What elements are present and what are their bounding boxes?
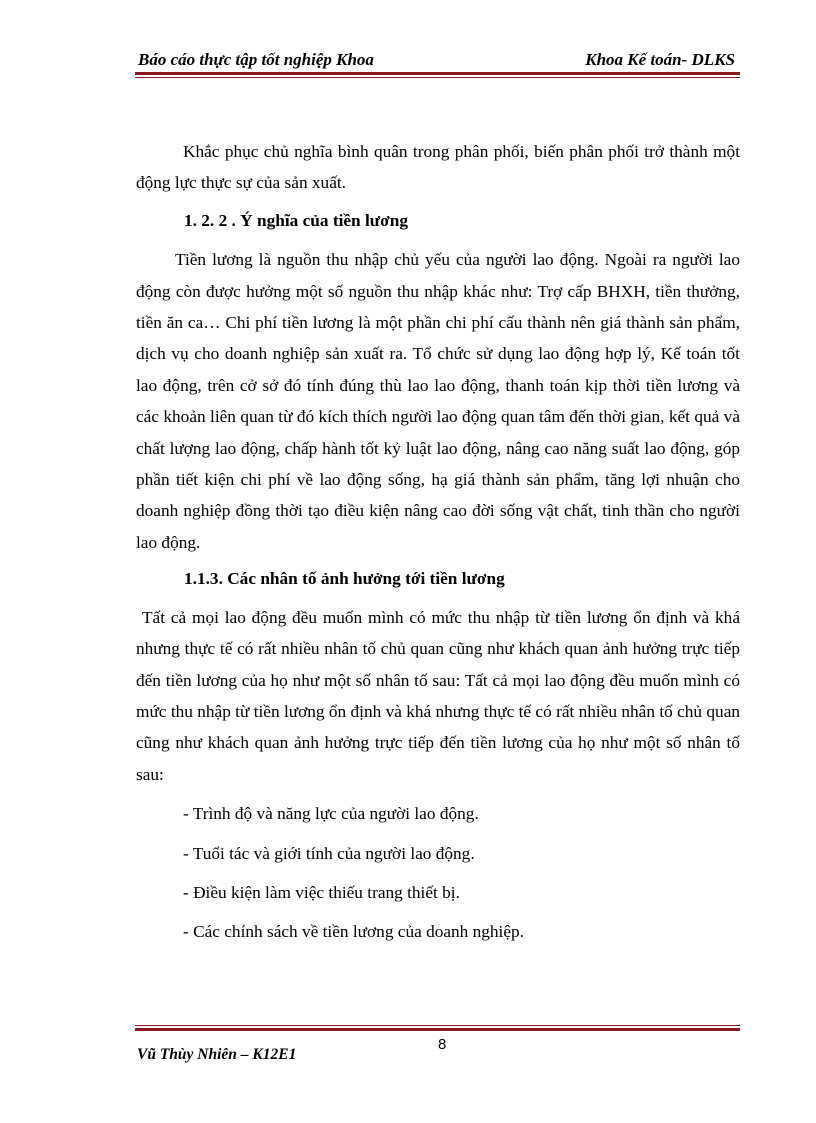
header-department: Khoa Kế toán- DLKS	[585, 50, 735, 69]
page-header	[135, 50, 739, 70]
paragraph: Tiền lương là nguồn thu nhập chủ yếu của người lao động. Ngoài ra người lao động còn được hưởng một số nguồn thu nhập khác như: Trợ cấp BHXH, tiền thưởng, tiền ăn ca… Chi phí tiền lương là một phần chi phí cấu thành nên giá thành sản phẩm, dịch vụ cho doanh nghiệp sản xuất ra. Tổ chức sử dụng lao động hợp lý, Kế toán tốt lao động, trên cở sở đó tính đúng thù lao lao động, thanh toán kịp thời tiền lương và các khoản liên quan từ đó kích thích người lao động quan tâm đến thời gian, kết quả và chất lượng lao động, chấp hành tốt kỷ luật lao động, nâng cao năng suất lao động, góp phần tiết kiện chi phí về lao động sống, hạ giá thành sản phẩm, tăng lợi nhuận cho doanh nghiệp đồng thời tạo điều kiện nâng cao đời sống vật chất, tinh thần cho người lao động.	[136, 250, 740, 552]
section-heading: 1.1.3. Các nhân tố ảnh hưởng tới tiền lương	[184, 569, 505, 589]
list-item: - Các chính sách về tiền lương của doanh nghiệp.	[183, 922, 524, 942]
list-item: - Điều kiện làm việc thiếu trang thiết bị.	[183, 882, 460, 902]
footer-rule	[135, 1025, 740, 1031]
list-item: - Trình độ và năng lực của người lao động.	[183, 804, 479, 824]
header-title: Báo cáo thực tập tốt nghiệp Khoa	[138, 50, 374, 69]
paragraph: Tất cả mọi lao động đều muốn mình có mức thu nhập từ tiền lương ổn định và khá nhưng thực tế có rất nhiều nhân tố chủ quan cũng như khách quan ảnh hưởng trực tiếp đến tiền lương của họ như một số nhân tố sau: Tất cả mọi lao động đều muốn mình có mức thu nhập từ tiền lương ổn định và khá nhưng thực tế có rất nhiều nhân tố chủ quan cũng như khách quan ảnh hưởng trực tiếp đến tiền lương của họ như một số nhân tố sau:	[136, 607, 740, 784]
header-rule	[135, 72, 740, 78]
page-number: 8	[438, 1036, 447, 1053]
footer-author: Vũ Thùy Nhiên – K12E1	[137, 1046, 297, 1063]
paragraph: Khắc phục chủ nghĩa bình quân trong phân phối, biến phân phối trở thành một động lực thực sự của sản xuất.	[136, 142, 740, 193]
document-body	[136, 136, 740, 948]
section-heading: 1. 2. 2 . Ý nghĩa của tiền lương	[184, 210, 408, 230]
list-item: - Tuổi tác và giới tính của người lao động.	[183, 843, 475, 863]
